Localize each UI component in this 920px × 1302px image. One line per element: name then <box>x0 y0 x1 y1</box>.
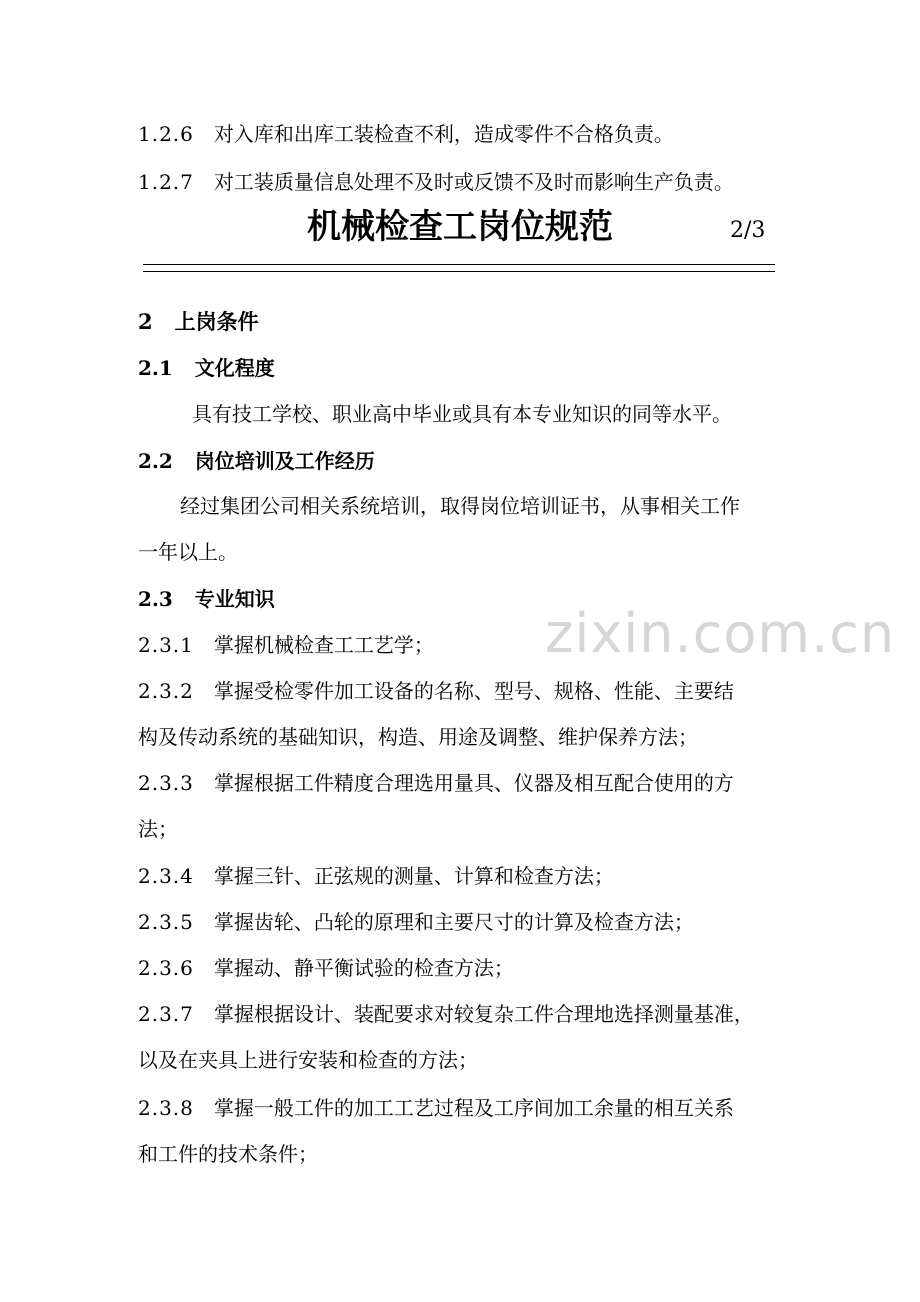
subsection-number: 2.2 <box>138 449 173 473</box>
watermark: zixin.com.cn <box>545 602 896 665</box>
item-text: 对工装质量信息处理不及时或反馈不及时而影响生产负责。 <box>213 170 734 194</box>
knowledge-item-2-3-1 <box>138 633 434 657</box>
item-text: 掌握根据设计、装配要求对较复杂工件合理地选择测量基准， <box>213 1002 754 1026</box>
document-title: 机械检查工岗位规范 <box>307 207 613 247</box>
item-number: 2.3.4 <box>138 864 194 888</box>
subsection-title: 专业知识 <box>194 587 275 611</box>
item-number: 2.3.2 <box>138 679 194 703</box>
item-number: 2.3.7 <box>138 1002 194 1026</box>
knowledge-item-2-3-3-cont: 法； <box>138 817 178 841</box>
knowledge-item-2-3-5 <box>138 910 694 934</box>
page-number: 2/3 <box>730 218 766 243</box>
item-number: 2.3.8 <box>138 1096 194 1120</box>
item-text: 掌握机械检查工工艺学； <box>213 633 434 657</box>
subsection-heading-2-2 <box>138 449 375 473</box>
item-number: 2.3.6 <box>138 956 194 980</box>
subsection-heading-2-1 <box>138 356 275 380</box>
knowledge-item-2-3-6 <box>138 956 514 980</box>
paragraph-2-2-line-2: 一年以上。 <box>138 540 238 564</box>
item-number: 2.3.1 <box>138 633 194 657</box>
knowledge-item-2-3-2 <box>138 679 734 703</box>
item-text: 掌握一般工件的加工工艺过程及工序间加工余量的相互关系 <box>213 1096 734 1120</box>
knowledge-item-2-3-3 <box>138 771 734 795</box>
paragraph-2-2-line-1: 经过集团公司相关系统培训，取得岗位培训证书，从事相关工作 <box>180 494 740 518</box>
item-number: 1.2.6 <box>138 122 194 146</box>
item-1-2-6 <box>138 122 674 146</box>
section-heading <box>138 310 259 334</box>
subsection-title: 文化程度 <box>194 356 275 380</box>
item-text: 掌握受检零件加工设备的名称、型号、规格、性能、主要结 <box>213 679 734 703</box>
paragraph-2-1: 具有技工学校、职业高中毕业或具有本专业知识的同等水平。 <box>192 402 732 426</box>
item-text: 掌握三针、正弦规的测量、计算和检查方法； <box>213 864 614 888</box>
knowledge-item-2-3-4 <box>138 864 614 888</box>
item-text: 掌握动、静平衡试验的检查方法； <box>213 956 514 980</box>
section-number: 2 <box>138 309 153 334</box>
subsection-heading-2-3 <box>138 587 275 611</box>
knowledge-item-2-3-7 <box>138 1002 754 1026</box>
knowledge-item-2-3-7-cont: 以及在夹具上进行安装和检查的方法； <box>138 1048 478 1072</box>
subsection-number: 2.1 <box>138 356 173 380</box>
item-text: 掌握根据工件精度合理选用量具、仪器及相互配合使用的方 <box>213 771 734 795</box>
knowledge-item-2-3-2-cont: 构及传动系统的基础知识，构造、用途及调整、维护保养方法； <box>138 725 698 749</box>
subsection-number: 2.3 <box>138 587 173 611</box>
subsection-title: 岗位培训及工作经历 <box>194 449 375 473</box>
section-title: 上岗条件 <box>174 309 259 334</box>
knowledge-item-2-3-8 <box>138 1096 734 1120</box>
item-number: 2.3.3 <box>138 771 194 795</box>
double-rule-divider <box>143 264 775 272</box>
item-number: 1.2.7 <box>138 170 194 194</box>
item-1-2-7 <box>138 170 734 194</box>
item-number: 2.3.5 <box>138 910 194 934</box>
item-text: 对入库和出库工装检查不利，造成零件不合格负责。 <box>213 122 674 146</box>
knowledge-item-2-3-8-cont: 和工件的技术条件； <box>138 1142 318 1166</box>
item-text: 掌握齿轮、凸轮的原理和主要尺寸的计算及检查方法； <box>213 910 694 934</box>
